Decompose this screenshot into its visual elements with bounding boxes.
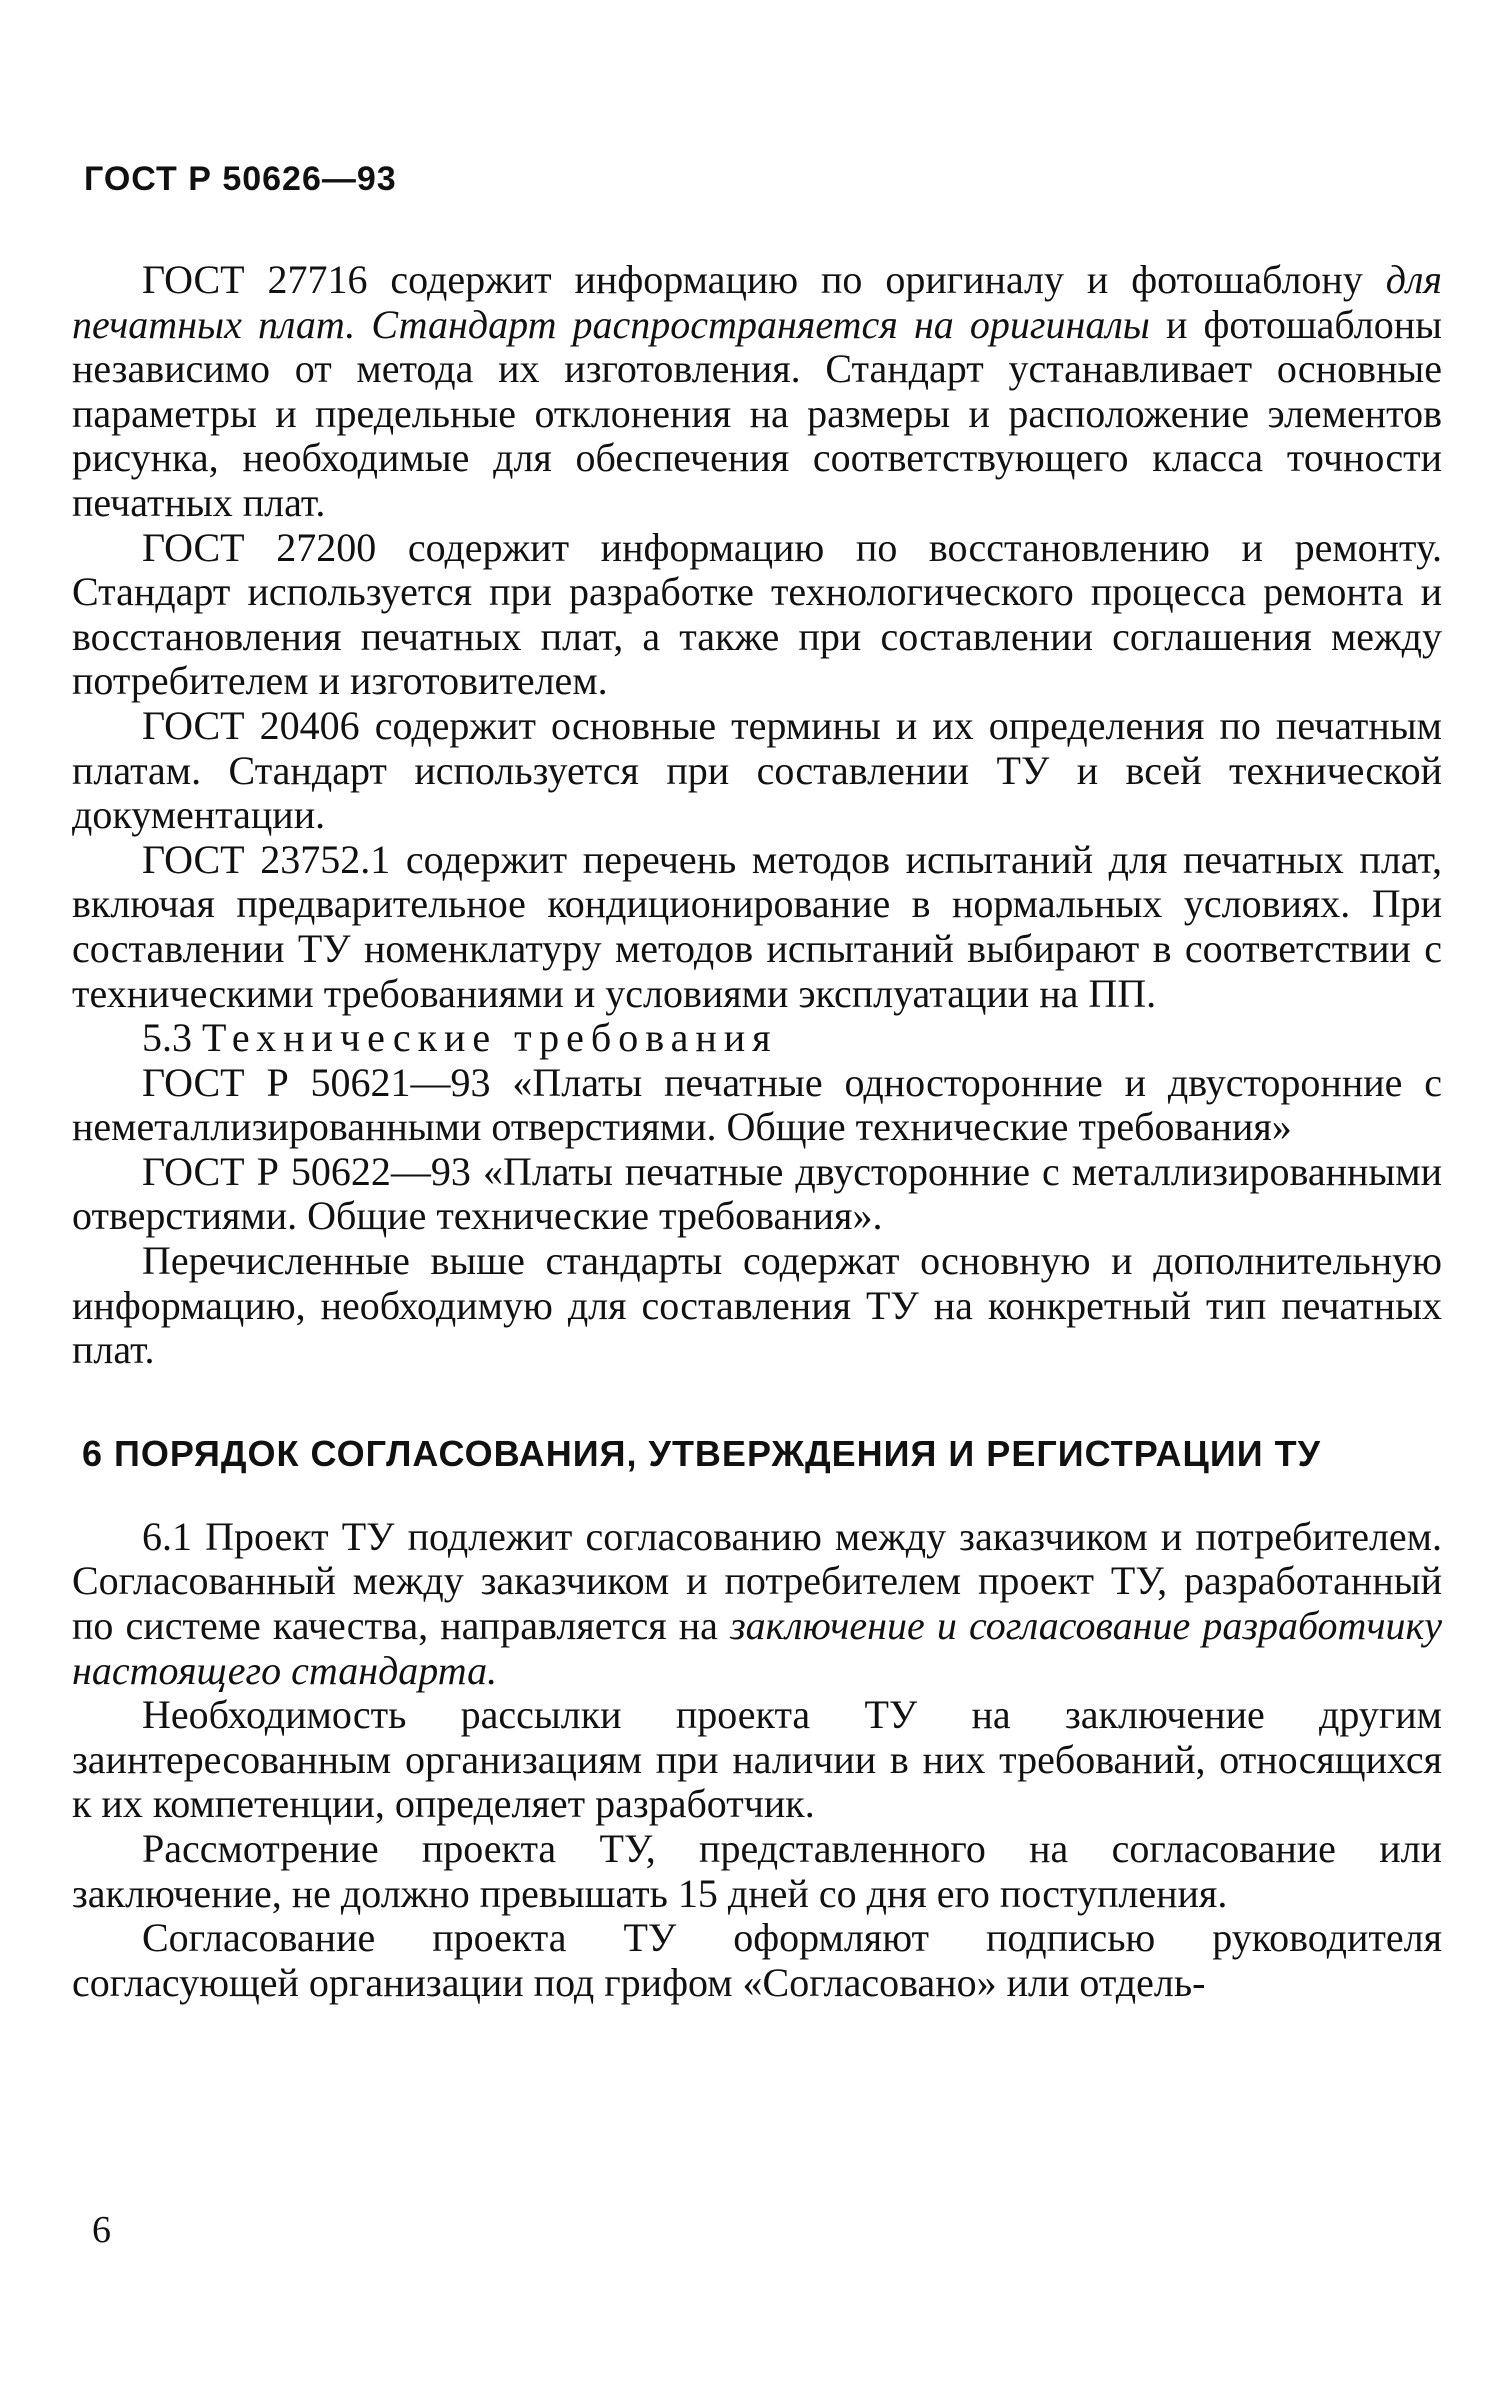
paragraph-listed-standards: Перечисленные выше стандарты содержат основную и дополнительную информацию, необходимую для составления ТУ на конкретный тип печатных плат. — [72, 1238, 1442, 1373]
paragraph-approval: Согласование проекта ТУ оформляют подписью руководителя согласующей организации под грифом «Согласовано» или отдель- — [72, 1915, 1442, 2005]
page-number: 6 — [92, 2209, 111, 2251]
paragraph-gost-27200: ГОСТ 27200 содержит информацию по восстановлению и ремонту. Стандарт используется при разработке технологического процесса ремонта и восстановления печатных плат, а также при составлении соглашения между потребителем и изготовителем. — [72, 524, 1442, 704]
paragraph-gost-27716: ГОСТ 27716 содержит информацию по оригиналу и фотошаблону для печатных плат. Стандарт распространяется на оригиналы и фотошаблоны независимо от метода их изготовления. Стандарт устанавливает основные параметры и предельные отклонения на размеры и расположение элементов рисунка, необходимые для обеспечения соответствующего класса точности печатных плат. — [72, 257, 1442, 525]
document-header: ГОСТ Р 50626—93 — [84, 160, 397, 198]
subsection-heading-5-3: 5.3 Технические требования — [142, 1015, 778, 1061]
paragraph-distribution: Необходимость рассылки проекта ТУ на заключение другим заинтересованным организациям при наличии в них требований, относящихся к их компетенции, определяет разработчик. — [72, 1692, 1442, 1827]
italic-phrase: для печатных плат. Стандарт распространяется на оригиналы — [72, 257, 1442, 347]
paragraph-gost-23752: ГОСТ 23752.1 содержит перечень методов испытаний для печатных плат, включая предварительное кондиционирование в нормальных условиях. При составлении ТУ номенклатуру методов испытаний выбирают в соответствии с техническими требованиями и условиями эксплуатации на ПП. — [72, 836, 1442, 1016]
paragraph-gost-50622: ГОСТ Р 50622—93 «Платы печатные двусторонние с металлизированными отверстиями. Общие технические требования». — [72, 1148, 1442, 1239]
italic-phrase: заключение и согласование разработчику настоящего стандарта. — [72, 1603, 1442, 1693]
section-heading-6: 6 ПОРЯДОК СОГЛАСОВАНИЯ, УТВЕРЖДЕНИЯ И РЕГИСТРАЦИИ ТУ — [82, 1432, 1321, 1474]
paragraph-review-period: Рассмотрение проекта ТУ, представленного на согласование или заключение, не должно превышать 15 дней со дня его поступления. — [72, 1826, 1442, 1916]
paragraph-6-1: 6.1 Проект ТУ подлежит согласованию между заказчиком и потребителем. Согласованный между заказчиком и потребителем проект ТУ, разработанный по системе качества, направляется на заключение и согласование разработчику настоящего стандарта. — [72, 1513, 1442, 1693]
body-text — [72, 258, 1442, 2005]
paragraph-gost-20406: ГОСТ 20406 содержит основные термины и их определения по печатным платам. Стандарт используется при составлении ТУ и всей технической документации. — [72, 702, 1442, 838]
paragraph-gost-50621: ГОСТ Р 50621—93 «Платы печатные односторонние и двусторонние с неметаллизированными отверстиями. Общие технические требования» — [72, 1059, 1442, 1150]
